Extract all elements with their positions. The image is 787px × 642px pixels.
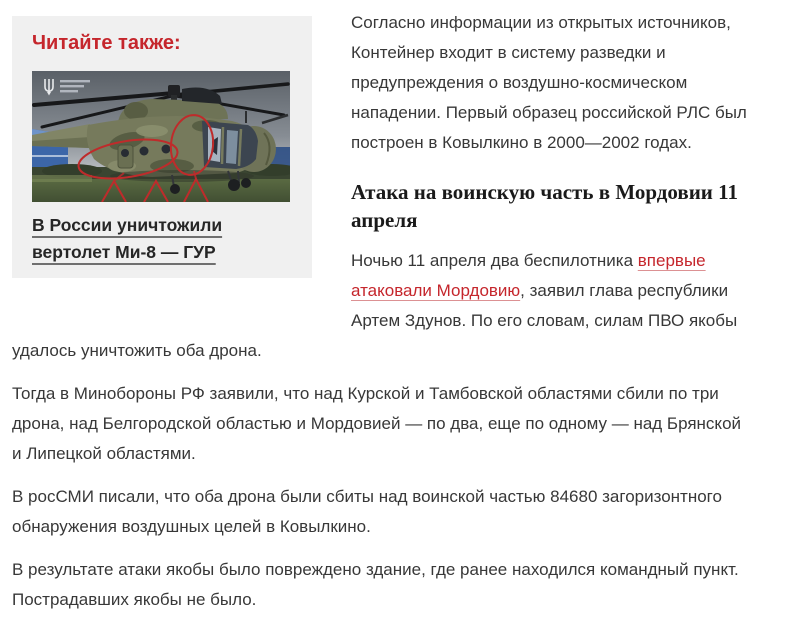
mordovia-attack-link[interactable]: впервые атаковали Мордовию: [351, 251, 706, 300]
article-paragraph-3: Тогда в Минобороны РФ заявили, что над Курской и Тамбовской областями сбили по три дрона, над Белгородской областью и Мордовией — по два, еще по одному — над Брянской и Липецкой областями.: [12, 384, 742, 463]
paragraph-2-text-before: Ночью 11 апреля два беспилотника: [351, 251, 638, 270]
paragraph-2-text-after: , заявил глава республики Артем Здунов. По его словам, силам ПВО якобы удалось уничтожить оба дрона.: [12, 281, 738, 360]
article-subheading: Атака на воинскую часть в Мордовии 11 апреля: [351, 180, 738, 232]
article-paragraph-1: Согласно информации из открытых источников, Контейнер входит в систему разведки и предупреждения о воздушно-космическом нападении. Первый образец российской РЛС был построен в Ковылкино в 2000—2002 годах.: [351, 13, 747, 152]
read-also-link[interactable]: В России уничтожили вертолет Ми-8 — ГУР: [32, 215, 223, 262]
porthole: [162, 145, 171, 154]
read-also-heading: Читайте также:: [32, 32, 181, 54]
read-also-box: [12, 16, 312, 278]
article-paragraph-5: В результате атаки якобы было повреждено здание, где ранее находился командный пункт. Пострадавших якобы не было.: [12, 560, 739, 609]
porthole: [140, 147, 149, 156]
read-also-figure: [32, 71, 292, 202]
helicopter-photo[interactable]: [32, 71, 290, 202]
article-paragraph-4: В росСМИ писали, что оба дрона были сбиты над воинской частью 84680 загоризонтного обнаружения воздушных целей в Ковылкино.: [12, 487, 722, 536]
